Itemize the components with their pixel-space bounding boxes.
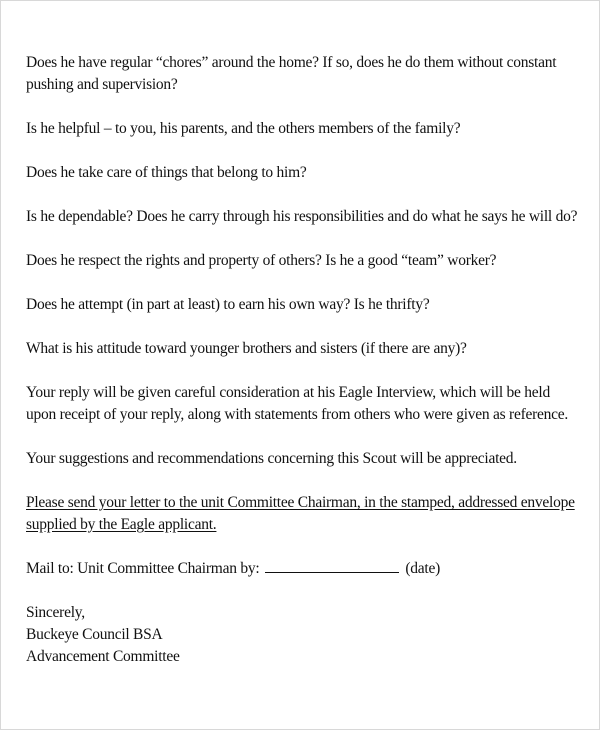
question-helpful: Is he helpful – to you, his parents, and the others members of the family? xyxy=(26,120,461,137)
closing-salutation: Sincerely, xyxy=(26,604,85,621)
letter-body xyxy=(26,52,582,668)
suggestions-note: Your suggestions and recommendations concerning this Scout will be appreciated. xyxy=(26,450,517,467)
question-chores: Does he have regular “chores” around the home? If so, does he do them without constant pushing and supervision? xyxy=(26,54,557,93)
question-care-of-things: Does he take care of things that belong to him? xyxy=(26,164,307,181)
closing-organization: Buckeye Council BSA xyxy=(26,626,163,643)
mail-to-line xyxy=(26,558,582,580)
send-instruction-text: Please send your letter to the unit Committee Chairman, in the stamped, addressed envelope supplied by the Eagle applicant. xyxy=(26,494,575,533)
question-earn-own-way: Does he attempt (in part at least) to earn his own way? Is he thrifty? xyxy=(26,296,430,313)
send-instruction xyxy=(26,492,582,536)
mail-to-suffix: (date) xyxy=(405,560,441,577)
question-attitude-siblings: What is his attitude toward younger brothers and sisters (if there are any)? xyxy=(26,340,467,357)
mail-to-label: Mail to: Unit Committee Chairman by: xyxy=(26,560,260,577)
closing-committee: Advancement Committee xyxy=(26,648,180,665)
closing-block xyxy=(26,602,582,668)
question-respect: Does he respect the rights and property of others? Is he a good “team” worker? xyxy=(26,252,497,269)
question-dependable: Is he dependable? Does he carry through his responsibilities and do what he says he will do? xyxy=(26,208,578,225)
reply-note: Your reply will be given careful consideration at his Eagle Interview, which will be held upon receipt of your reply, along with statements from others who were given as reference. xyxy=(26,384,569,423)
date-blank-line xyxy=(265,558,399,573)
